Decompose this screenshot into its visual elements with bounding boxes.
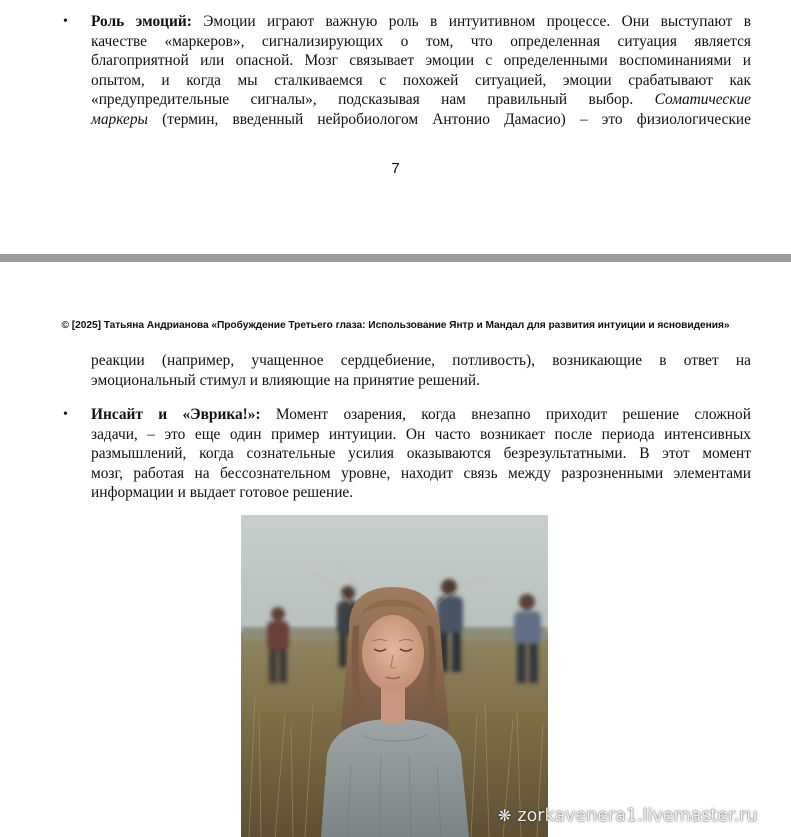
emotion-line-5: «предупредительные сигналы», подсказывая нам правильный выбор. Соматические: [91, 91, 751, 109]
page-number: 7: [391, 160, 400, 177]
emotion-line-6: маркеры (термин, введенный нейробиологом Антонио Дамасио) – это физиологические: [91, 111, 751, 128]
girl-in-field-photo: [241, 515, 548, 837]
watermark: [498, 806, 757, 826]
cont-line-2: эмоциональный стимул и влияющие на принятие решений.: [91, 371, 480, 389]
emotion-lead: Роль эмоций:: [91, 13, 192, 30]
photo-drawing: [241, 515, 548, 837]
running-header: © [2025] Татьяна Андрианова «Пробуждение Третьего глаза: Использование Янтр и Мандал для развития интуиции и ясновидения»: [61, 320, 730, 331]
cont-line-1: реакции (например, учащенное сердцебиение, потливость), возникающие в ответ на: [91, 352, 751, 369]
insight-line-4: мозг, работая на бессознательном уровне, находит связь между разрозненными элементами: [91, 464, 751, 482]
bullet-marker: •: [63, 14, 68, 29]
insight-line-2: задачи, – это еще один пример интуиции. Он часто возникает после периода интенсивных: [91, 425, 751, 443]
emotion-line-4: опытом, и когда мы сталкиваемся с похожей ситуацией, эмоции срабатывают как: [91, 71, 751, 89]
page-top: [0, 0, 791, 256]
page-separator: [0, 254, 791, 262]
insight-line-1: Инсайт и «Эврика!»: Момент озарения, когда внезапно приходит решение сложной: [91, 406, 751, 423]
snowflake-icon: ❋: [498, 806, 512, 825]
italic-term-b: маркеры: [91, 111, 148, 128]
bullet-marker-2: •: [63, 407, 68, 422]
insight-lead: Инсайт и «Эврика!»:: [91, 406, 261, 423]
insight-line-3: размышлений, когда сознательные усилия оказываются безрезультатными. В этот момент: [91, 445, 751, 463]
italic-term-a: Соматические: [654, 91, 751, 109]
emotion-line-2: качестве «маркеров», сигнализирующих о том, что определенная ситуация является: [91, 32, 751, 50]
watermark-text: zorkavenera1.livemaster.ru: [517, 806, 758, 826]
insight-line-5: информации и выдает готовое решение.: [91, 484, 354, 502]
emotion-line-1: Роль эмоций: Эмоции играют важную роль в интуитивном процессе. Они выступают в: [91, 13, 751, 30]
emotion-line-3: благоприятной или опасной. Мозг связывает эмоции с определенными воспоминаниями и: [91, 52, 751, 70]
